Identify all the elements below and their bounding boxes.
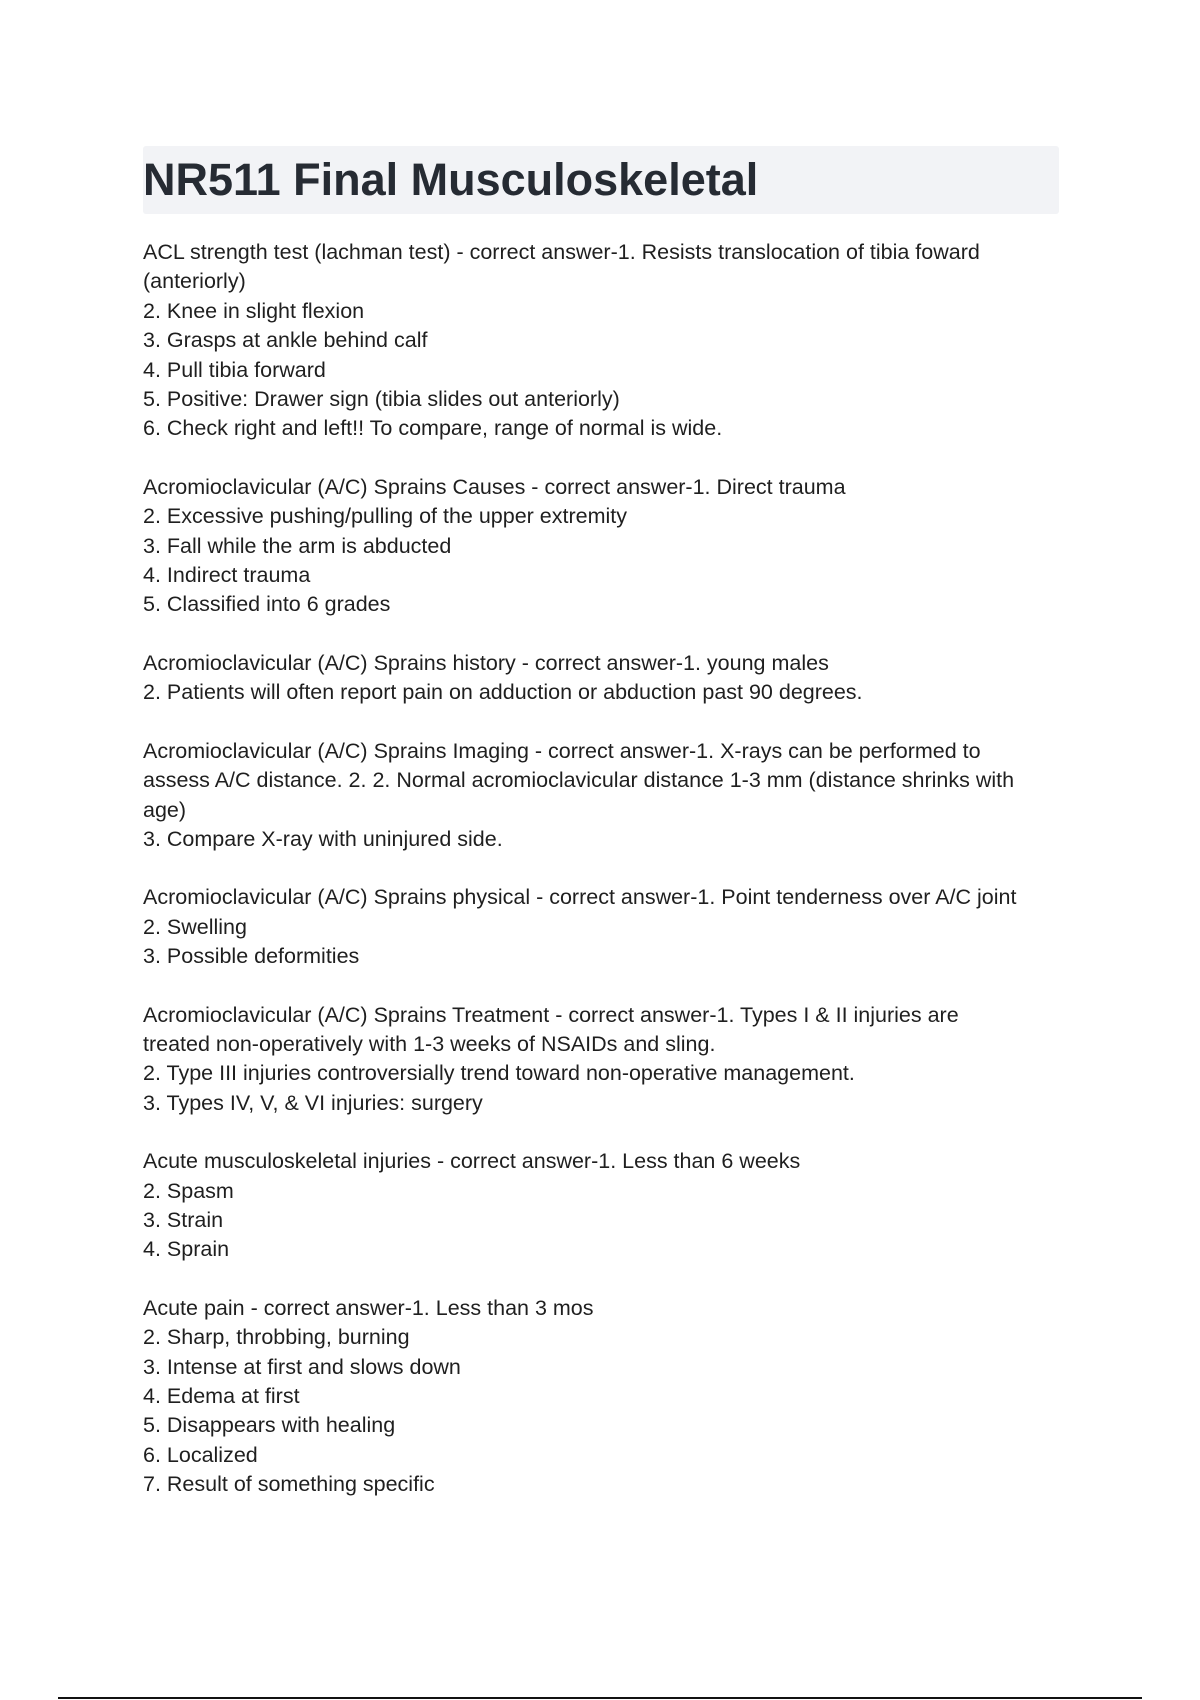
flashcard-entry-ac-sprains-history <box>143 649 1059 708</box>
entry-line: 3. Compare X-ray with uninjured side. <box>143 826 503 851</box>
entry-line: Acromioclavicular (A/C) Sprains Treatment - correct answer-1. Types I & II injuries are <box>143 1002 959 1027</box>
entry-line: 3. Strain <box>143 1207 224 1232</box>
entry-line: 3. Grasps at ankle behind calf <box>143 328 428 353</box>
page-title: NR511 Final Musculoskeletal <box>143 154 759 205</box>
entry-line: 5. Disappears with healing <box>143 1413 396 1438</box>
entry-line: 2. Knee in slight flexion <box>143 298 365 323</box>
flashcard-entry-ac-sprains-imaging <box>143 737 1059 855</box>
entry-line: 6. Localized <box>143 1442 258 1467</box>
entry-line: 5. Classified into 6 grades <box>143 592 391 617</box>
entry-line: 2. Excessive pushing/pulling of the upper extremity <box>143 504 628 529</box>
entry-line: 2. Spasm <box>143 1178 234 1203</box>
entry-line: 2. Swelling <box>143 914 247 939</box>
entry-line: treated non-operatively with 1-3 weeks of NSAIDs and sling. <box>143 1031 716 1056</box>
flashcard-list <box>143 238 1059 1529</box>
entry-line: 7. Result of something specific <box>143 1472 435 1497</box>
entry-line: 4. Pull tibia forward <box>143 357 326 382</box>
entry-line: 4. Indirect trauma <box>143 563 311 588</box>
entry-line: Acute pain - correct answer-1. Less than 3 mos <box>143 1295 594 1320</box>
entry-line: Acute musculoskeletal injuries - correct answer-1. Less than 6 weeks <box>143 1149 801 1174</box>
title-banner <box>143 146 1059 214</box>
entry-line: 3. Fall while the arm is abducted <box>143 533 452 558</box>
entry-line: 2. Type III injuries controversially trend toward non-operative management. <box>143 1061 855 1086</box>
entry-line: 6. Check right and left!! To compare, range of normal is wide. <box>143 416 723 441</box>
entry-line: (anteriorly) <box>143 269 246 294</box>
entry-line: 4. Edema at first <box>143 1384 300 1408</box>
flashcard-entry-ac-sprains-treatment <box>143 1001 1059 1119</box>
flashcard-entry-acute-pain <box>143 1294 1059 1500</box>
entry-line: 2. Patients will often report pain on adduction or abduction past 90 degrees. <box>143 680 863 705</box>
entry-line: 3. Intense at first and slows down <box>143 1354 461 1379</box>
entry-line: Acromioclavicular (A/C) Sprains Causes - correct answer-1. Direct trauma <box>143 474 846 499</box>
entry-line: assess A/C distance. 2. 2. Normal acromioclavicular distance 1-3 mm (distance shrinks with <box>143 768 1015 793</box>
entry-line: age) <box>143 797 187 822</box>
flashcard-entry-ac-sprains-physical <box>143 883 1059 971</box>
entry-line: Acromioclavicular (A/C) Sprains Imaging - correct answer-1. X-rays can be performed to <box>143 738 981 763</box>
entry-line: Acromioclavicular (A/C) Sprains physical - correct answer-1. Point tenderness over A/C joint <box>143 885 1017 910</box>
entry-line: 4. Sprain <box>143 1237 230 1262</box>
entry-line: Acromioclavicular (A/C) Sprains history - correct answer-1. young males <box>143 650 829 675</box>
flashcard-entry-acute-msk-injuries <box>143 1147 1059 1265</box>
entry-line: 2. Sharp, throbbing, burning <box>143 1325 410 1350</box>
page-bottom-divider <box>58 1697 1142 1699</box>
entry-line: 3. Types IV, V, & VI injuries: surgery <box>143 1090 483 1115</box>
entry-line: ACL strength test (lachman test) - correct answer-1. Resists translocation of tibia foward <box>143 240 980 264</box>
entry-line: 5. Positive: Drawer sign (tibia slides out anteriorly) <box>143 387 620 412</box>
entry-line: 3. Possible deformities <box>143 944 360 969</box>
flashcard-entry-acl-strength-test <box>143 238 1059 444</box>
flashcard-entry-ac-sprains-causes <box>143 473 1059 620</box>
